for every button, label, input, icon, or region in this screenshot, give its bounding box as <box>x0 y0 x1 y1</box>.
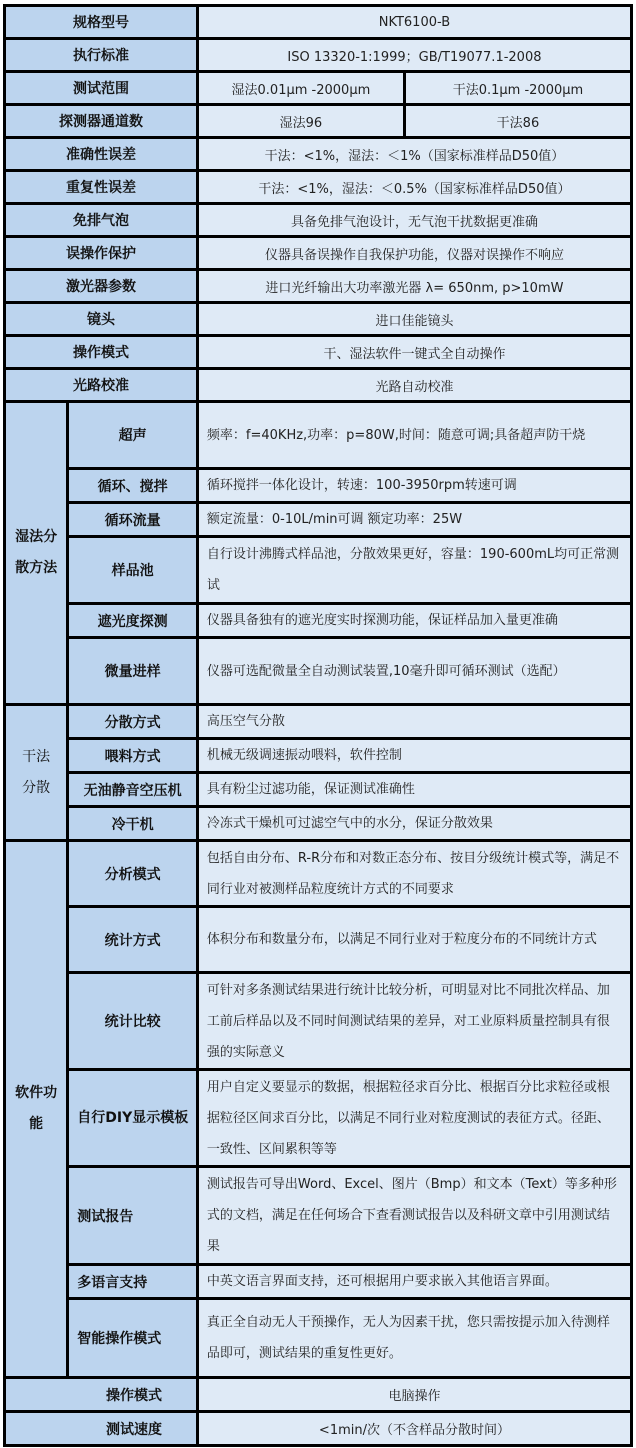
software-row-diy-template <box>5 1070 632 1167</box>
row-label: 微量进样 <box>68 638 198 705</box>
row-value: 具备免排气泡设计，无气泡干扰数据更准确 <box>197 204 631 237</box>
row-value: 测试报告可导出Word、Excel、图片（Bmp）和文本（Text）等多种形式的文档，满足在任何场合下查看测试报告以及科研文章中引用测试结果 <box>197 1167 631 1265</box>
row-value: 频率：f=40KHz,功率：p=80W,时间：随意可调;具备超声防干烧 <box>197 402 631 469</box>
row-value: 体积分布和数量分布，以满足不同行业对于粒度分布的不同统计方式 <box>197 907 631 973</box>
row-label: 操作模式 <box>5 336 198 369</box>
spec-row-operation-mode-bottom <box>5 1378 632 1412</box>
spec-row-accuracy <box>5 138 632 171</box>
row-value: 冷冻式干燥机可过滤空气中的水分，保证分散效果 <box>197 807 631 841</box>
row-label: 镜头 <box>5 303 198 336</box>
group-label-line: 软件功 <box>15 1085 58 1101</box>
software-row-test-report <box>5 1167 632 1265</box>
row-value: 具有粉尘过滤功能，保证测试准确性 <box>197 773 631 807</box>
spec-table <box>3 4 633 1447</box>
row-label: 超声 <box>68 402 198 469</box>
row-label: 样品池 <box>68 537 198 604</box>
row-label: 免排气泡 <box>5 204 198 237</box>
spec-row-optical-calibration <box>5 369 632 402</box>
software-row-multilanguage <box>5 1265 632 1299</box>
dry-row-feeding-method <box>5 739 632 773</box>
row-value: 自行设计沸腾式样品池，分散效果更好，容量：190-600mL均可正常测试 <box>197 537 631 604</box>
row-label: 分散方式 <box>68 705 198 739</box>
row-value: 仪器可选配微量全自动测试装置,10毫升即可循环测试（选配） <box>197 638 631 705</box>
row-label: 统计比较 <box>68 973 198 1070</box>
spec-row-test-speed <box>5 1412 632 1446</box>
row-value: 干、湿法软件一键式全自动操作 <box>197 336 631 369</box>
row-label: 自行DIY显示模板 <box>68 1070 198 1167</box>
row-label: 重复性误差 <box>5 171 198 204</box>
wet-row-micro-sampling <box>5 638 632 705</box>
row-value: 机械无级调速振动喂料，软件控制 <box>197 739 631 773</box>
row-label: 冷干机 <box>68 807 198 841</box>
row-value: 干法：<1%，湿法：＜0.5%（国家标准样品D50值） <box>197 171 631 204</box>
row-label: 准确性误差 <box>5 138 198 171</box>
row-label: 多语言支持 <box>68 1265 198 1299</box>
software-row-statistics-comparison <box>5 973 632 1070</box>
row-value: 中英文语言界面支持，还可根据用户要求嵌入其他语言界面。 <box>197 1265 631 1299</box>
wet-row-obscuration-detection <box>5 604 632 638</box>
wet-row-ultrasonic <box>5 402 632 469</box>
row-value: 可针对多条测试结果进行统计比较分析，可明显对比不同批次样品、加工前后样品以及不同时间测试结果的差异，对工业原料质量控制具有很强的实际意义 <box>197 973 631 1070</box>
spec-row-detector-channels <box>5 105 632 138</box>
row-label: 测试速度 <box>5 1412 198 1446</box>
row-label: 无油静音空压机 <box>68 773 198 807</box>
software-row-analysis-mode <box>5 841 632 907</box>
group-label-line: 干法 <box>22 748 51 765</box>
row-value: 用户自定义要显示的数据，根据粒径求百分比、根据百分比求粒径或根据粒径区间求百分比，以满足不同行业对粒度测试的表征方式。径距、一致性、区间累积等等 <box>197 1070 631 1167</box>
dry-range-value: 干法0.1μm -2000μm <box>404 72 631 105</box>
row-value: 循环搅拌一体化设计，转速：100-3950rpm转速可调 <box>197 469 631 503</box>
row-label: 测试范围 <box>5 72 198 105</box>
row-value: 仪器具备独有的遮光度实时探测功能，保证样品加入量更准确 <box>197 604 631 638</box>
spec-row-lens <box>5 303 632 336</box>
wet-row-sample-cell <box>5 537 632 604</box>
wet-row-circulation-stirring <box>5 469 632 503</box>
wet-range-value: 湿法0.01μm -2000μm <box>197 72 404 105</box>
dry-dispersion-group-label <box>5 705 68 841</box>
row-label: 探测器通道数 <box>5 105 198 138</box>
wet-dispersion-group-label <box>5 402 68 705</box>
spec-row-misoperation-protection <box>5 237 632 270</box>
row-value: 额定流量：0-10L/min可调 额定功率：25W <box>197 503 631 537</box>
spec-row-laser <box>5 270 632 303</box>
wet-row-circulation-flow <box>5 503 632 537</box>
row-label: 遮光度探测 <box>68 604 198 638</box>
software-group-label <box>5 841 68 1378</box>
row-value: 电脑操作 <box>197 1378 631 1412</box>
row-label: 喂料方式 <box>68 739 198 773</box>
row-value: 包括自由分布、R-R分布和对数正态分布、按目分级统计模式等，满足不同行业对被测样品粒度统计方式的不同要求 <box>197 841 631 907</box>
row-label: 光路校准 <box>5 369 198 402</box>
row-value: 仪器具备误操作自我保护功能，仪器对误操作不响应 <box>197 237 631 270</box>
row-label: 循环流量 <box>68 503 198 537</box>
spec-row-test-range <box>5 72 632 105</box>
dry-row-refrigerated-dryer <box>5 807 632 841</box>
software-row-statistics-method <box>5 907 632 973</box>
row-value: 进口光纤输出大功率激光器 λ= 650nm, p>10mW <box>197 270 631 303</box>
row-value: 高压空气分散 <box>197 705 631 739</box>
software-row-smart-operation <box>5 1299 632 1378</box>
row-value: 真正全自动无人干预操作，无人为因素干扰，您只需按提示加入待测样品即可，测试结果的重复性更好。 <box>197 1299 631 1378</box>
row-value: 进口佳能镜头 <box>197 303 631 336</box>
wet-channels-value: 湿法96 <box>197 105 404 138</box>
group-label-line: 散方法 <box>15 560 58 576</box>
row-label: 智能操作模式 <box>68 1299 198 1378</box>
row-value: 光路自动校准 <box>197 369 631 402</box>
spec-row-operation-mode <box>5 336 632 369</box>
spec-row-repeatability <box>5 171 632 204</box>
row-label: 执行标准 <box>5 39 198 72</box>
row-label: 统计方式 <box>68 907 198 973</box>
group-label-line: 分散 <box>22 779 51 796</box>
spec-row-bubble-free <box>5 204 632 237</box>
row-label: 分析模式 <box>68 841 198 907</box>
dry-channels-value: 干法86 <box>404 105 631 138</box>
row-value: 干法：<1%，湿法：＜1%（国家标准样品D50值） <box>197 138 631 171</box>
row-value: <1min/次（不含样品分散时间） <box>197 1412 631 1446</box>
spec-row-model <box>5 6 632 39</box>
group-label-line: 能 <box>29 1116 44 1132</box>
row-label: 循环、搅拌 <box>68 469 198 503</box>
group-label-line: 湿法分 <box>15 529 58 545</box>
dry-row-dispersion-method <box>5 705 632 739</box>
row-label: 规格型号 <box>5 6 198 39</box>
row-label: 测试报告 <box>68 1167 198 1265</box>
dry-row-oil-free-compressor <box>5 773 632 807</box>
spec-row-standard <box>5 39 632 72</box>
row-label: 激光器参数 <box>5 270 198 303</box>
row-value: ISO 13320-1:1999；GB/T19077.1-2008 <box>197 39 631 72</box>
row-value: NKT6100-B <box>197 6 631 39</box>
row-label: 操作模式 <box>5 1378 198 1412</box>
row-label: 误操作保护 <box>5 237 198 270</box>
